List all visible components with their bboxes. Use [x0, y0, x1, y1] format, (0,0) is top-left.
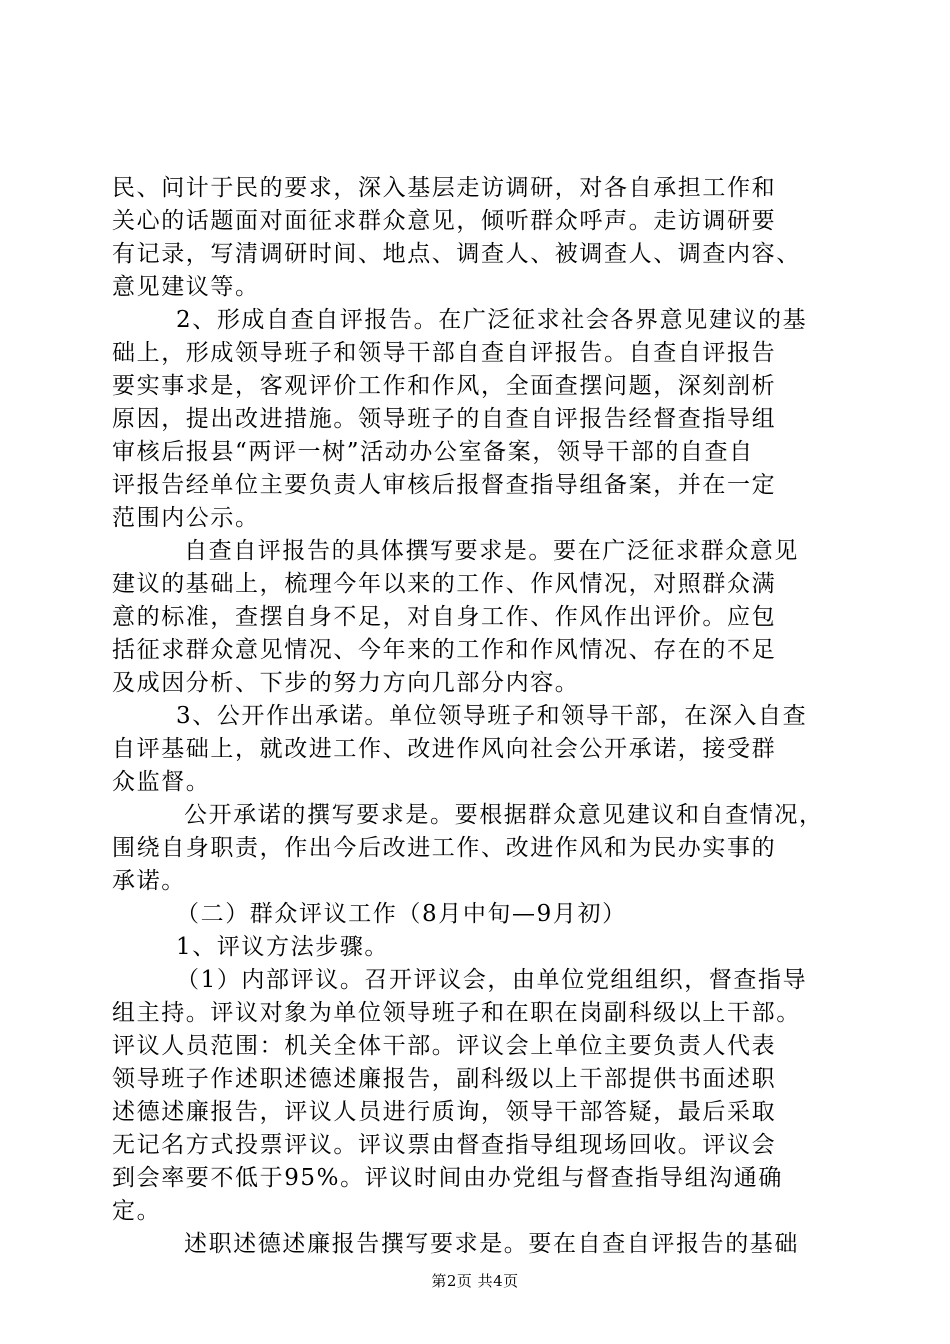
- text-line: 关心的话题面对面征求群众意见，倾听群众呼声。走访调研要: [112, 208, 777, 234]
- text-line: 有记录，写清调研时间、地点、调查人、被调查人、调查内容、: [112, 241, 801, 267]
- text-line: 2、形成自查自评报告。在广泛征求社会各界意见建议的基: [176, 307, 808, 333]
- text-line: 述职述德述廉报告撰写要求是。要在自查自评报告的基础: [184, 1231, 799, 1257]
- text-line: 自查自评报告的具体撰写要求是。要在广泛征求群众意见: [184, 538, 799, 564]
- text-line: 1、评议方法步骤。: [176, 934, 390, 960]
- text-line: （二）群众评议工作（8月中旬—9月初）: [176, 901, 627, 927]
- text-line: 民、问计于民的要求，深入基层走访调研，对各自承担工作和: [112, 175, 777, 201]
- text-line: 及成因分析、下步的努力方向几部分内容。: [112, 670, 580, 696]
- text-line: 建议的基础上，梳理今年以来的工作、作风情况，对照群众满: [112, 571, 777, 597]
- text-line: 无记名方式投票评议。评议票由督查指导组现场回收。评议会: [112, 1132, 777, 1158]
- text-line: 原因，提出改进措施。领导班子的自查自评报告经督查指导组: [112, 406, 777, 432]
- text-line: 承诺。: [112, 868, 186, 894]
- page-footer: 第2页 共4页: [431, 1272, 519, 1290]
- text-line: 到会率要不低于95%。评议时间由办党组与督查指导组沟通确: [112, 1165, 783, 1191]
- text-line: 审核后报县“两评一树”活动办公室备案，领导干部的自查自: [112, 439, 754, 465]
- text-line: 评议人员范围：机关全体干部。评议会上单位主要负责人代表: [112, 1033, 777, 1059]
- text-line: 3、公开作出承诺。单位领导班子和领导干部，在深入自查: [176, 703, 808, 729]
- text-line: 要实事求是，客观评价工作和作风，全面查摆问题，深刻剖析: [112, 373, 777, 399]
- text-line: 意的标准，查摆自身不足，对自身工作、作风作出评价。应包: [112, 604, 777, 630]
- text-line: 公开承诺的撰写要求是。要根据群众意见建议和自查情况，: [184, 802, 824, 828]
- text-line: 括征求群众意见情况、今年来的工作和作风情况、存在的不足: [112, 637, 777, 663]
- text-line: 础上，形成领导班子和领导干部自查自评报告。自查自评报告: [112, 340, 777, 366]
- document-body: [112, 172, 852, 1261]
- text-line: （1）内部评议。召开评议会，由单位党组组织，督查指导: [176, 967, 808, 993]
- text-line: 范围内公示。: [112, 505, 260, 531]
- text-line: 众监督。: [112, 769, 211, 795]
- text-line: 领导班子作述职述德述廉报告，副科级以上干部提供书面述职: [112, 1066, 777, 1092]
- text-line: 评报告经单位主要负责人审核后报督查指导组备案，并在一定: [112, 472, 777, 498]
- text-line: 组主持。评议对象为单位领导班子和在职在岗副科级以上干部。: [112, 1000, 801, 1026]
- text-line: 自评基础上，就改进工作、改进作风向社会公开承诺，接受群: [112, 736, 777, 762]
- text-line: 意见建议等。: [112, 274, 260, 300]
- text-line: 定。: [112, 1198, 162, 1224]
- text-line: 述德述廉报告，评议人员进行质询，领导干部答疑，最后采取: [112, 1099, 777, 1125]
- text-line: 围绕自身职责，作出今后改进工作、改进作风和为民办实事的: [112, 835, 777, 861]
